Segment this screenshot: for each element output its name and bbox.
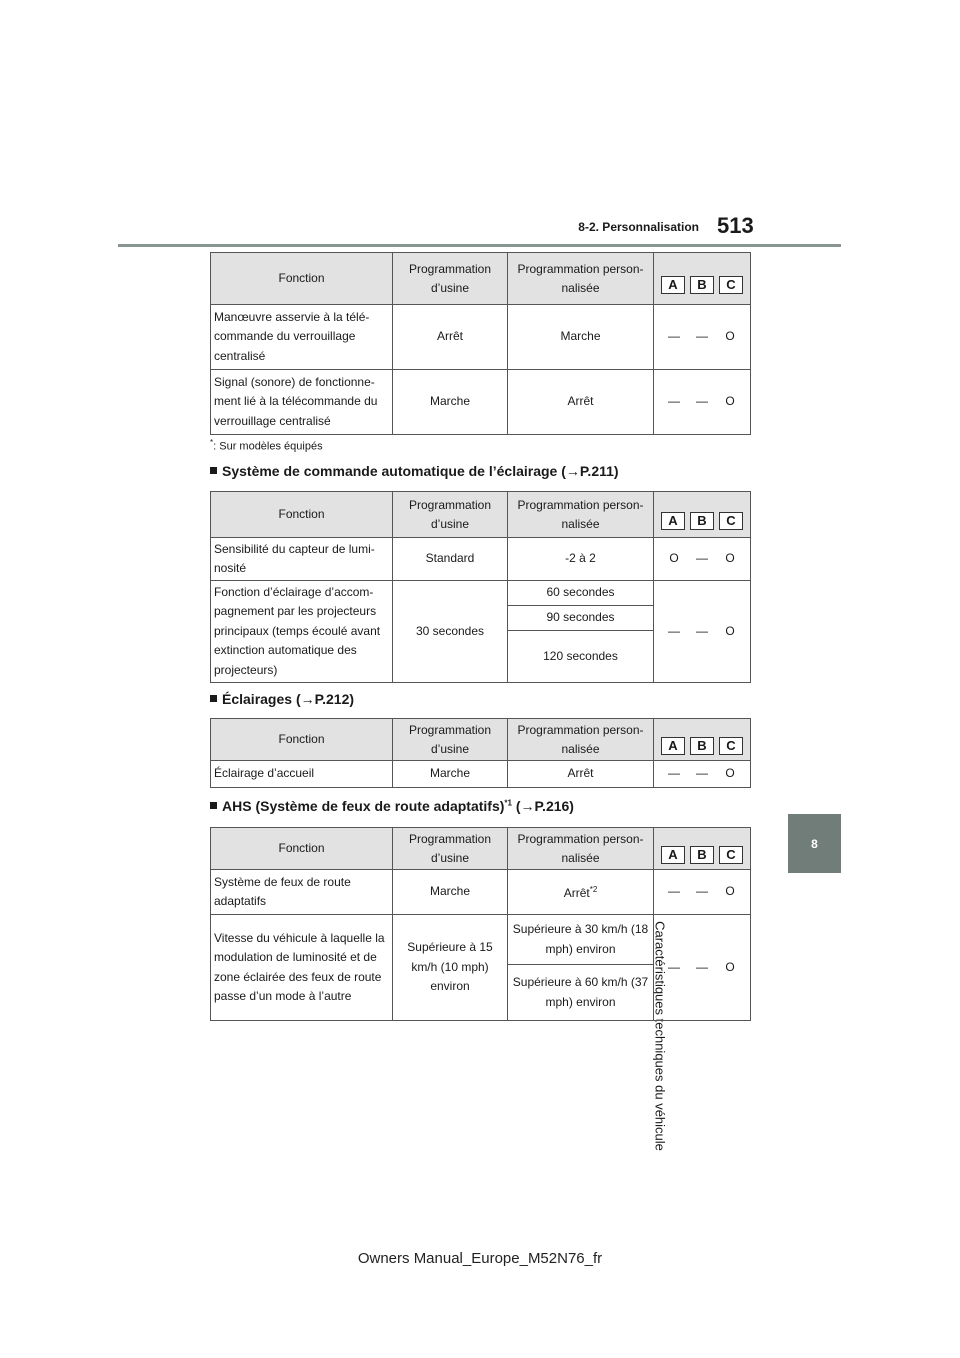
col-abc xyxy=(654,492,751,538)
cell-factory: Arrêt xyxy=(393,305,508,370)
cell-custom-option: Supérieure à 30 km/h (18 mph) environ xyxy=(508,915,654,965)
cell-c: O xyxy=(725,959,735,974)
table-row xyxy=(211,581,751,606)
cell-a: — xyxy=(668,766,680,781)
col-factory: Programmation d’usine xyxy=(393,492,508,538)
table-row xyxy=(211,305,751,370)
col-b: B xyxy=(690,512,714,530)
header-rule xyxy=(118,244,841,247)
section-heading-ref: (→P.216) xyxy=(511,798,574,814)
cell-factory: Marche xyxy=(393,870,508,915)
table-remote-lock xyxy=(210,252,751,435)
cell-b: — xyxy=(696,329,708,344)
footnote-text: : Sur modèles équipés xyxy=(213,440,323,453)
cell-custom xyxy=(508,870,654,915)
cell-custom-text: Arrêt xyxy=(563,886,590,901)
footer-text: Owners Manual_Europe_M52N76_fr xyxy=(357,1250,603,1267)
cell-abc xyxy=(654,370,751,435)
col-a: A xyxy=(661,737,685,755)
cell-factory: Supérieure à 15 km/h (10 mph) environ xyxy=(393,915,508,1021)
table-row xyxy=(211,761,751,788)
cell-a: — xyxy=(668,884,680,899)
chapter-number: 8 xyxy=(811,836,818,851)
cell-function: Vitesse du véhicule à laquelle la modulation de luminosité et de zone éclairée des feux de route passe d’un mode à l’autre xyxy=(211,915,393,1021)
col-c: C xyxy=(719,512,743,530)
cell-c: O xyxy=(725,329,735,344)
col-a: A xyxy=(661,276,685,294)
col-a: A xyxy=(661,512,685,530)
cell-custom-option: 90 secondes xyxy=(508,606,654,631)
col-function: Fonction xyxy=(211,719,393,761)
cell-custom-option: 60 secondes xyxy=(508,581,654,606)
cell-b: — xyxy=(696,551,708,566)
table-lighting xyxy=(210,718,751,788)
cell-c: O xyxy=(725,884,735,899)
cell-c: O xyxy=(725,766,735,781)
table-footnote xyxy=(210,438,323,453)
cell-a: O xyxy=(669,551,679,566)
col-factory: Programmation d’usine xyxy=(393,719,508,761)
cell-function: Sensibilité du capteur de lumi-nosité xyxy=(211,538,393,581)
section-heading-text: Système de commande automatique de l’éclairage (→P.211) xyxy=(222,463,619,479)
section-heading xyxy=(210,463,619,479)
cell-abc xyxy=(654,538,751,581)
cell-factory: 30 secondes xyxy=(393,581,508,683)
col-function: Fonction xyxy=(211,253,393,305)
cell-abc xyxy=(654,915,751,1021)
square-bullet-icon xyxy=(210,467,217,474)
table-row xyxy=(211,370,751,435)
cell-b: — xyxy=(696,394,708,409)
table-row xyxy=(211,870,751,915)
table-auto-light xyxy=(210,491,751,683)
cell-c: O xyxy=(725,551,735,566)
cell-abc xyxy=(654,870,751,915)
section-heading xyxy=(210,691,354,707)
cell-a: — xyxy=(668,329,680,344)
col-factory: Programmation d’usine xyxy=(393,828,508,870)
table-header-row xyxy=(211,719,751,761)
col-c: C xyxy=(719,276,743,294)
cell-b: — xyxy=(696,959,708,974)
square-bullet-icon xyxy=(210,802,217,809)
col-b: B xyxy=(690,737,714,755)
cell-a: — xyxy=(668,623,680,638)
col-custom: Programmation person-nalisée xyxy=(508,719,654,761)
table-ahs xyxy=(210,827,751,1021)
col-factory: Programmation d’usine xyxy=(393,253,508,305)
chapter-label: Caractéristiques techniques du véhicule xyxy=(652,921,668,1151)
cell-abc xyxy=(654,581,751,683)
section-heading-text: Éclairages (→P.212) xyxy=(222,691,355,707)
cell-function: Éclairage d’accueil xyxy=(211,761,393,788)
col-function: Fonction xyxy=(211,492,393,538)
cell-abc xyxy=(654,761,751,788)
cell-c: O xyxy=(725,394,735,409)
table-header-row xyxy=(211,253,751,305)
cell-c: O xyxy=(725,623,735,638)
cell-b: — xyxy=(696,884,708,899)
cell-a: — xyxy=(668,959,680,974)
cell-factory: Marche xyxy=(393,370,508,435)
col-b: B xyxy=(690,276,714,294)
cell-custom: Marche xyxy=(508,305,654,370)
section-title: 8-2. Personnalisation xyxy=(578,220,699,234)
col-abc xyxy=(654,828,751,870)
col-b: B xyxy=(690,846,714,864)
cell-custom: Arrêt xyxy=(508,370,654,435)
cell-function: Fonction d’éclairage d’accom-pagnement par les projecteurs principaux (temps écoulé avant extinction automatique des projecteurs) xyxy=(211,581,393,683)
col-abc xyxy=(654,719,751,761)
cell-custom: Arrêt xyxy=(508,761,654,788)
cell-custom-sup: *2 xyxy=(589,885,598,895)
col-c: C xyxy=(719,846,743,864)
cell-factory: Standard xyxy=(393,538,508,581)
col-abc xyxy=(654,253,751,305)
col-a: A xyxy=(661,846,685,864)
col-custom: Programmation person-nalisée xyxy=(508,828,654,870)
square-bullet-icon xyxy=(210,695,217,702)
page-number: 513 xyxy=(717,213,754,238)
cell-function: Manœuvre asservie à la télé-commande du verrouillage centralisé xyxy=(211,305,393,370)
section-heading xyxy=(210,798,574,814)
cell-b: — xyxy=(696,766,708,781)
cell-function: Système de feux de route adaptatifs xyxy=(211,870,393,915)
chapter-tab xyxy=(788,814,841,873)
cell-function: Signal (sonore) de fonctionne-ment lié à la télécommande du verrouillage centralisé xyxy=(211,370,393,435)
cell-abc xyxy=(654,305,751,370)
table-row xyxy=(211,538,751,581)
col-custom: Programmation person-nalisée xyxy=(508,253,654,305)
section-heading-sup: *1 xyxy=(504,798,512,808)
col-c: C xyxy=(719,737,743,755)
table-row xyxy=(211,915,751,965)
col-custom: Programmation person-nalisée xyxy=(508,492,654,538)
cell-custom: -2 à 2 xyxy=(508,538,654,581)
col-function: Fonction xyxy=(211,828,393,870)
cell-b: — xyxy=(696,623,708,638)
table-header-row xyxy=(211,492,751,538)
cell-factory: Marche xyxy=(393,761,508,788)
table-header-row xyxy=(211,828,751,870)
section-heading-text: AHS (Système de feux de route adaptatifs) xyxy=(222,798,505,814)
cell-custom-option: Supérieure à 60 km/h (37 mph) environ xyxy=(508,965,654,1021)
cell-custom-option: 120 secondes xyxy=(508,631,654,683)
footnote-mark: * xyxy=(210,438,214,447)
cell-a: — xyxy=(668,394,680,409)
